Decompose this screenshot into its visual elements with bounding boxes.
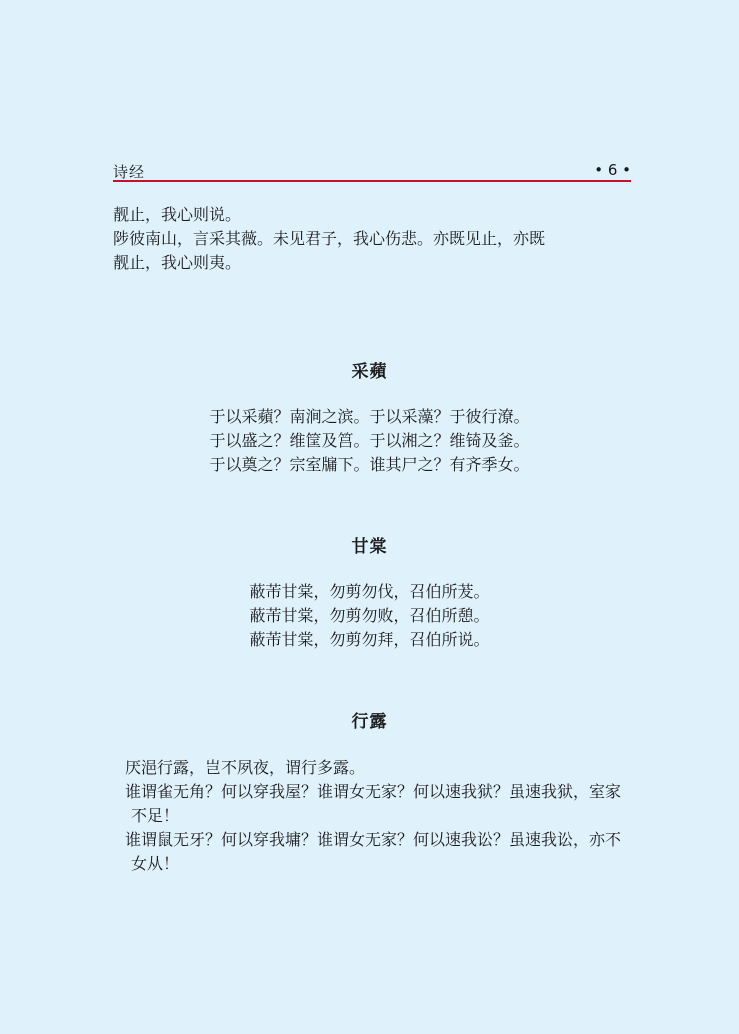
poem-title-xing-lu: 行露 xyxy=(351,712,388,732)
verse-paragraph: 厌浥行露，岂不夙夜，谓行多露。 xyxy=(125,758,366,777)
verse-paragraph: 谁谓鼠无牙？何以穿我墉？谁谓女无家？何以速我讼？虽速我讼，亦不女从！ xyxy=(125,830,622,873)
text-line: 靓止，我心则说。 xyxy=(113,205,242,224)
verse-line: 于以奠之？宗室牖下。谁其尸之？有齐季女。 xyxy=(209,455,530,474)
verse-line: 于以采蘋？南涧之滨。于以采藻？于彼行潦。 xyxy=(209,407,530,426)
poem-title-cai-pin: 采蘋 xyxy=(351,362,388,382)
running-header xyxy=(113,160,631,182)
verse-line: 蔽芾甘棠，勿剪勿拜，召伯所说。 xyxy=(249,630,490,649)
poem-body-gan-tang xyxy=(0,580,739,652)
page-number: • 6 • xyxy=(594,161,631,179)
poem-title-gan-tang: 甘棠 xyxy=(351,537,388,557)
text-line: 靓止，我心则夷。 xyxy=(113,253,242,272)
prose-continuation xyxy=(113,203,633,275)
verse-line: 蔽芾甘棠，勿剪勿伐，召伯所茇。 xyxy=(249,582,490,601)
poem-body-cai-pin xyxy=(0,405,739,477)
verse-paragraph: 谁谓雀无角？何以穿我屋？谁谓女无家？何以速我狱？虽速我狱，室家不足！ xyxy=(125,782,622,825)
poem-body-xing-lu xyxy=(125,756,635,876)
verse-line: 蔽芾甘棠，勿剪勿败，召伯所憩。 xyxy=(249,606,490,625)
book-title: 诗经 xyxy=(113,163,146,181)
text-line: 陟彼南山，言采其薇。未见君子，我心伤悲。亦既见止，亦既 xyxy=(113,229,546,248)
verse-line: 于以盛之？维筐及筥。于以湘之？维锜及釜。 xyxy=(209,431,530,450)
